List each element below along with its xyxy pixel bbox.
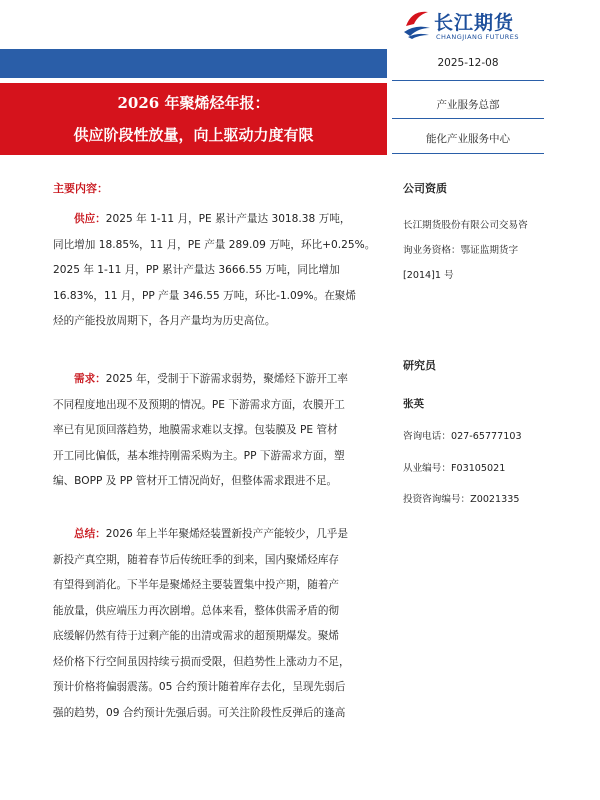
supply-line: 烃的产能投放周期下，各月产量均为历史高位。 [53,315,276,327]
summary-line: 预计价格将偏弱震荡。05 合约预计随着库存去化，呈现先弱后 [53,681,346,693]
header-blue-bar [0,49,387,78]
summary-line: 底缓解仍然有待于过剩产能的出清或需求的超预期爆发。聚烯 [53,630,340,642]
company-qualification-text [403,213,555,288]
summary-line: 强的趋势，09 合约预计先强后弱。可关注阶段性反弹后的逢高 [53,706,346,719]
summary-line: 新投产真空期，随着春节后传统旺季的到来，国内聚烯烃库存 [53,553,340,566]
summary-line: 2026 年上半年聚烯烃装置新投产产能较少，几乎是 [105,528,348,540]
investment-consult-number: 投资咨询编号：Z0021335 [403,494,520,505]
divider [392,80,544,81]
demand-line: 率已有见顶回落趋势，地膜需求难以支撑。包装膜及 PE 管材 [53,424,338,436]
supply-paragraph [53,207,388,335]
summary-line: 有望得到消化。下半年是聚烯烃主要装置集中投产期，随着产 [53,579,340,591]
divider [392,153,544,154]
summary-label: 总结： [74,528,106,540]
logo-emblem-icon [402,6,432,40]
department: 产业服务总部 [436,99,500,111]
consult-phone: 咨询电话：027-65777103 [403,431,522,442]
report-date: 2025-12-08 [437,57,499,69]
qualification-line: 询业务资格：鄂证监期货字 [403,245,519,256]
main-content-heading: 主要内容： [53,182,108,195]
divider [392,118,544,119]
supply-line: 2025 年 1-11 月，PP 累计产量达 3666.55 万吨，同比增加 [53,264,340,276]
service-center: 能化产业服务中心 [426,133,510,145]
demand-line: 开工同比偏低，基本维持刚需采购为主。PP 下游需求方面，塑 [53,449,345,462]
company-qualification-heading: 公司资质 [403,182,447,195]
demand-line: 不同程度地出现不及预期的情况。PE 下游需求方面，农膜开工 [53,398,345,411]
demand-label: 需求： [74,373,106,385]
summary-paragraph [53,522,388,726]
summary-line: 能放量，供应端压力再次剧增。总体来看，整体供需矛盾的彻 [53,604,340,617]
brand-name: 长江期货 [434,12,515,34]
brand-name-en: CHANGJIANG FUTURES [436,33,519,41]
demand-paragraph [53,367,388,495]
supply-line: 16.83%，11 月，PP 产量 346.55 万吨，环比-1.09%。在聚烯 [53,289,356,302]
researcher-name: 张英 [403,398,424,410]
qualification-line: [2014]1 号 [403,270,454,281]
qualification-line: 长江期货股份有限公司交易咨 [403,220,528,231]
summary-line: 烃价格下行空间虽因持续亏损而受限，但趋势性上涨动力不足， [53,655,350,668]
supply-line: 同比增加 18.85%，11 月，PE 产量 289.09 万吨，环比+0.25%。 [53,238,376,251]
researcher-heading: 研究员 [403,359,436,372]
report-title: 2026 年聚烯烃年报： [117,94,270,112]
demand-line: 2025 年，受制于下游需求弱势，聚烯烃下游开工率 [105,373,348,385]
supply-label: 供应： [74,213,106,225]
supply-line: 2025 年 1-11 月，PE 累计产量达 3018.38 万吨， [105,213,351,225]
practitioner-number: 从业编号：F03105021 [403,463,506,474]
company-logo [402,6,552,44]
demand-line: 编、BOPP 及 PP 管材开工情况尚好，但整体需求跟进不足。 [53,475,338,487]
report-subtitle: 供应阶段性放量，向上驱动力度有限 [73,126,314,144]
